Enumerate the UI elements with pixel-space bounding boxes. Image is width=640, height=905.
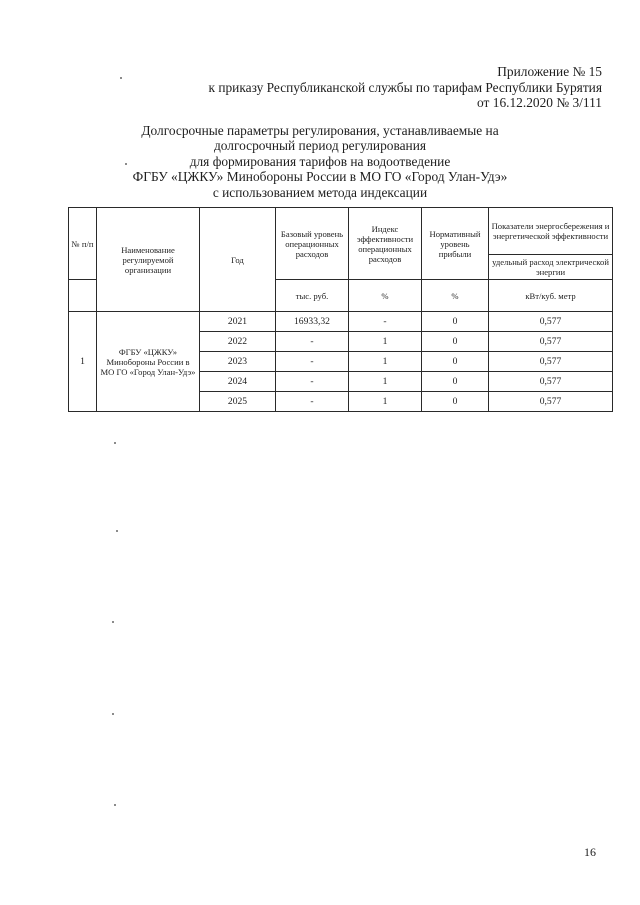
profit-level-cell: 0 <box>422 332 489 352</box>
unit-efficiency-index: % <box>349 280 422 312</box>
title-line: с использованием метода индексации <box>212 184 428 200</box>
profit-level-cell: 0 <box>422 352 489 372</box>
regulation-parameters-table <box>68 207 613 412</box>
energy-cell: 0,577 <box>489 352 613 372</box>
header-organization: Наименование регулируемой организации <box>97 208 200 312</box>
appendix-order-reference: к приказу Республиканской службы по тарифам Республики Бурятия <box>208 79 602 95</box>
base-opex-cell: - <box>276 352 349 372</box>
row-number: 1 <box>69 312 97 412</box>
profit-level-cell: 0 <box>422 392 489 412</box>
efficiency-index-cell: 1 <box>349 392 422 412</box>
title-line: ФГБУ «ЦЖКУ» Минобороны России в МО ГО «Город Улан-Удэ» <box>132 169 508 185</box>
energy-cell: 0,577 <box>489 312 613 332</box>
profit-level-cell: 0 <box>422 312 489 332</box>
year-cell: 2024 <box>200 372 276 392</box>
table-row <box>69 312 613 332</box>
energy-cell: 0,577 <box>489 392 613 412</box>
energy-cell: 0,577 <box>489 372 613 392</box>
header-base-opex: Базовый уровень операционных расходов <box>276 208 349 280</box>
base-opex-cell: - <box>276 392 349 412</box>
base-opex-cell: 16933,32 <box>276 312 349 332</box>
scan-speck <box>116 530 118 532</box>
appendix-order-date: от 16.12.2020 № 3/111 <box>477 95 602 110</box>
year-cell: 2022 <box>200 332 276 352</box>
efficiency-index-cell: 1 <box>349 332 422 352</box>
year-cell: 2021 <box>200 312 276 332</box>
appendix-number: Приложение № 15 <box>497 64 602 79</box>
unit-profit-level: % <box>422 280 489 312</box>
scan-speck <box>114 804 116 806</box>
title-line: долгосрочный период регулирования <box>213 138 427 154</box>
scan-speck <box>112 621 114 623</box>
header-num: № п/п <box>69 208 97 280</box>
efficiency-index-cell: 1 <box>349 372 422 392</box>
header-year: Год <box>200 208 276 312</box>
title-line: для формирования тарифов на водоотведение <box>189 153 451 169</box>
unit-num-empty <box>69 280 97 312</box>
header-electricity-consumption: удельный расход электрической энергии <box>489 255 613 280</box>
profit-level-cell: 0 <box>422 372 489 392</box>
organization-name: ФГБУ «ЦЖКУ» Минобороны России в МО ГО «Город Улан-Удэ» <box>97 312 200 412</box>
page-number: 16 <box>584 845 596 859</box>
document-title <box>120 123 520 200</box>
header-efficiency-index: Индекс эффективности операционных расходов <box>349 208 422 280</box>
scan-speck <box>120 77 122 79</box>
base-opex-cell: - <box>276 372 349 392</box>
year-cell: 2023 <box>200 352 276 372</box>
energy-cell: 0,577 <box>489 332 613 352</box>
appendix-header <box>208 64 602 111</box>
header-profit-level: Нормативный уровень прибыли <box>422 208 489 280</box>
header-energy-efficiency: Показатели энергосбережения и энергетической эффективности <box>489 208 613 255</box>
year-cell: 2025 <box>200 392 276 412</box>
title-line: Долгосрочные параметры регулирования, устанавливаемые на <box>141 123 499 138</box>
unit-base-opex: тыс. руб. <box>276 280 349 312</box>
base-opex-cell: - <box>276 332 349 352</box>
scan-speck <box>112 713 114 715</box>
unit-energy: кВт/куб. метр <box>489 280 613 312</box>
efficiency-index-cell: - <box>349 312 422 332</box>
scan-speck <box>125 163 127 165</box>
scan-speck <box>114 442 116 444</box>
efficiency-index-cell: 1 <box>349 352 422 372</box>
